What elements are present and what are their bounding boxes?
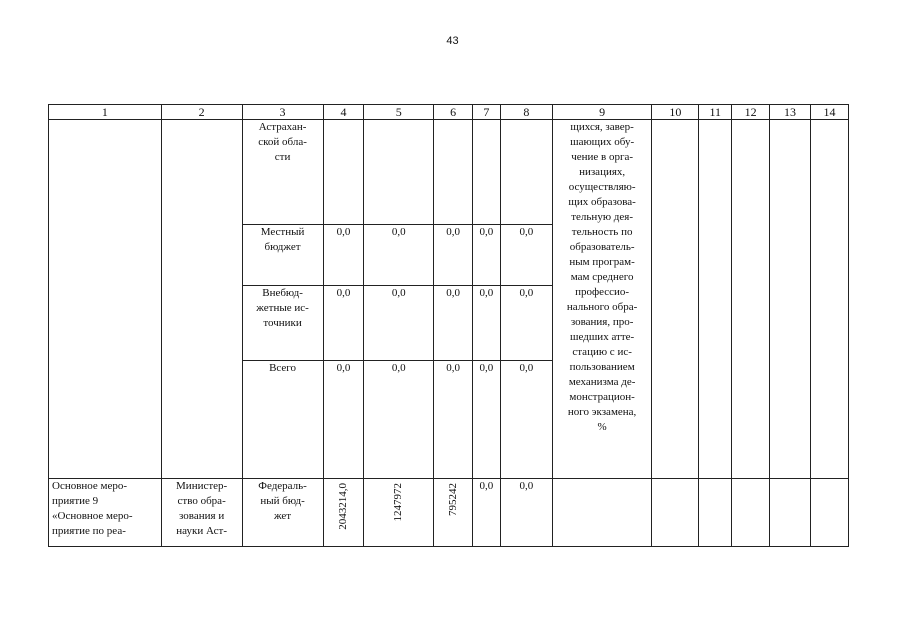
source-line: Астрахан- (258, 121, 307, 133)
executor-cell-empty (161, 120, 242, 479)
row-measure-9 (49, 479, 849, 547)
column-number: 8 (500, 105, 552, 120)
measure-name-cell-empty (49, 120, 162, 479)
source-region-cell (242, 120, 323, 225)
indicator-line: пользованием (569, 361, 635, 373)
column-13-cell (770, 120, 811, 479)
indicator-line: чение в орга- (571, 151, 634, 163)
value-cell-empty (323, 120, 364, 225)
column-number: 13 (770, 105, 811, 120)
indicator-line: % (597, 421, 607, 433)
value-cell: 0,0 (364, 225, 434, 286)
indicator-line: нального обра- (566, 301, 638, 313)
measure-name-line: приятие по реа- (52, 525, 126, 537)
value-cell: 0,0 (500, 479, 552, 547)
source-line: сти (274, 151, 291, 163)
indicator-line: низациях, (579, 166, 626, 178)
source-federal-cell (242, 479, 323, 547)
source-line: жет (273, 510, 292, 522)
indicator-line: образователь- (569, 241, 635, 253)
value-cell (434, 479, 473, 547)
vertical-value: 795242 (446, 483, 459, 516)
value-cell: 0,0 (500, 361, 552, 479)
source-line: Федераль- (258, 480, 307, 492)
column-number: 10 (652, 105, 699, 120)
value-cell: 0,0 (473, 361, 501, 479)
source-local-cell (242, 225, 323, 286)
source-line: Всего (269, 362, 297, 374)
value-cell: 0,0 (434, 361, 473, 479)
source-line: ный бюд- (260, 495, 305, 507)
indicator-line: щихся, завер- (570, 121, 634, 133)
column-13-cell (770, 479, 811, 547)
column-12-cell (732, 120, 770, 479)
indicator-line: зования, про- (570, 316, 634, 328)
column-number: 11 (699, 105, 732, 120)
column-number: 14 (811, 105, 849, 120)
indicator-line: шедших атте- (570, 331, 635, 343)
column-number: 7 (473, 105, 501, 120)
indicator-line: стацию с ис- (572, 346, 632, 358)
column-11-cell (699, 120, 732, 479)
column-number: 12 (732, 105, 770, 120)
executor-line: науки Аст- (176, 525, 227, 537)
column-number: 6 (434, 105, 473, 120)
column-number: 4 (323, 105, 364, 120)
column-number-row (49, 105, 849, 120)
executor-line: Министер- (176, 480, 228, 492)
column-14-cell (811, 120, 849, 479)
column-number: 2 (161, 105, 242, 120)
indicator-line: шающих обу- (570, 136, 635, 148)
source-line: точники (263, 317, 302, 329)
indicator-line: тельность по (571, 226, 633, 238)
measure-name-line: Основное меро- (52, 480, 128, 492)
value-cell: 0,0 (473, 225, 501, 286)
indicator-line: осуществляю- (568, 181, 636, 193)
value-cell: 0,0 (500, 286, 552, 361)
page-number: 43 (446, 35, 459, 47)
indicator-line: монстрацион- (569, 391, 635, 403)
value-cell-empty (500, 120, 552, 225)
column-number: 3 (242, 105, 323, 120)
column-10-cell (652, 479, 699, 547)
source-line: бюджет (264, 241, 301, 253)
source-line: Внебюд- (262, 287, 303, 299)
indicator-line: тельную дея- (571, 211, 633, 223)
column-10-cell (652, 120, 699, 479)
executor-line: ство обра- (177, 495, 226, 507)
measure-name-line: «Основное меро- (52, 510, 133, 522)
value-cell (323, 479, 364, 547)
indicator-text-cell (552, 120, 651, 479)
executor-line: зования и (179, 510, 225, 522)
indicator-line: профессио- (575, 286, 630, 298)
value-cell-empty (434, 120, 473, 225)
indicator-line: механизма де- (568, 376, 636, 388)
measure-name-line: приятие 9 (52, 495, 99, 507)
source-line: жетные ис- (256, 302, 309, 314)
indicator-line: ного экзамена, (567, 406, 637, 418)
column-number: 5 (364, 105, 434, 120)
value-cell: 0,0 (434, 225, 473, 286)
value-cell: 0,0 (434, 286, 473, 361)
measure-name-cell (49, 479, 162, 547)
column-14-cell (811, 479, 849, 547)
value-cell: 0,0 (500, 225, 552, 286)
value-cell: 0,0 (364, 361, 434, 479)
value-cell: 0,0 (473, 479, 501, 547)
budget-table (48, 104, 849, 547)
indicator-line: мам среднего (570, 271, 634, 283)
source-line: ской обла- (258, 136, 307, 148)
column-number: 1 (49, 105, 162, 120)
vertical-value: 1247972 (392, 483, 405, 522)
executor-cell (161, 479, 242, 547)
column-12-cell (732, 479, 770, 547)
value-cell-empty (364, 120, 434, 225)
value-cell: 0,0 (323, 361, 364, 479)
indicator-line: щих образова- (568, 196, 636, 208)
source-total-cell (242, 361, 323, 479)
column-number: 9 (552, 105, 651, 120)
value-cell: 0,0 (364, 286, 434, 361)
value-cell: 0,0 (323, 225, 364, 286)
indicator-cell-empty (552, 479, 651, 547)
vertical-value: 2043214,0 (337, 483, 349, 530)
value-cell (364, 479, 434, 547)
value-cell: 0,0 (473, 286, 501, 361)
indicator-line: ным програм- (569, 256, 635, 268)
value-cell-empty (473, 120, 501, 225)
row-region-budget (49, 120, 849, 225)
value-cell: 0,0 (323, 286, 364, 361)
column-11-cell (699, 479, 732, 547)
source-line: Местный (260, 226, 305, 238)
source-extrabudget-cell (242, 286, 323, 361)
